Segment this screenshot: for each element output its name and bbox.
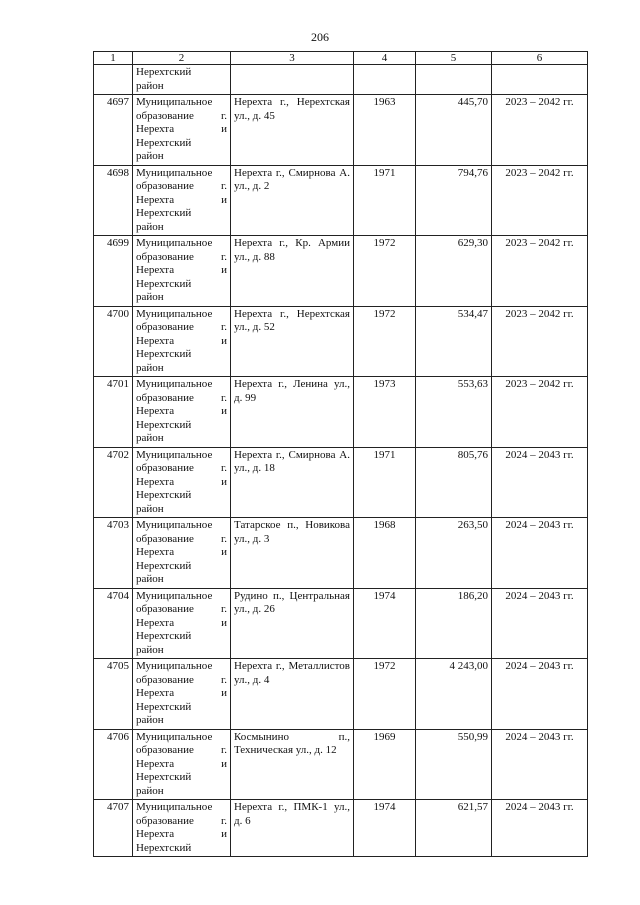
owner-line: образование г.: [136, 814, 227, 827]
owner-line: Нерехта и: [136, 264, 227, 276]
owner-line: район: [136, 432, 164, 444]
owner-cell: [133, 659, 231, 730]
owner-line: Муниципальное: [136, 801, 213, 813]
owner-line: образование г.: [136, 391, 227, 404]
period-cell: 2023 – 2042 гг.: [492, 236, 588, 307]
table-row: [94, 800, 588, 857]
owner-line: образование г.: [136, 603, 227, 615]
year-cell: 1972: [354, 236, 416, 307]
owner-line: район: [136, 784, 164, 797]
owner-line: образование г.: [136, 673, 227, 686]
address-cell: Нерехта г., ПМК-1 ул., д. 6: [231, 800, 354, 857]
owner-cell: [133, 588, 231, 659]
owner-line: Нерехтский: [136, 489, 192, 501]
owner-line: Муниципальное: [136, 237, 213, 249]
owner-line: образование г.: [136, 109, 227, 122]
area-cell: 534,47: [416, 306, 492, 377]
table-row: [94, 95, 588, 166]
owner-line: образование г.: [136, 532, 227, 545]
row-number-cell: 4700: [94, 306, 133, 377]
owner-line: Нерехтский: [136, 559, 192, 572]
area-cell: 186,20: [416, 588, 492, 659]
column-header: 1: [94, 52, 133, 65]
year-cell: 1963: [354, 95, 416, 166]
owner-line: образование г.: [136, 180, 227, 192]
owner-line: Нерехтский: [136, 207, 192, 219]
area-cell: 445,70: [416, 95, 492, 166]
year-cell: 1972: [354, 306, 416, 377]
row-number-cell: 4697: [94, 95, 133, 166]
owner-line: район: [136, 502, 164, 515]
row-number-cell: 4701: [94, 377, 133, 448]
owner-line: Муниципальное: [136, 730, 213, 743]
row-number-cell: 4703: [94, 518, 133, 589]
owner-line: Муниципальное: [136, 307, 213, 320]
address-cell: Космынино п., Техническая ул., д. 12: [231, 729, 354, 800]
owner-line: Нерехта и: [136, 546, 227, 558]
year-cell: [354, 65, 416, 95]
owner-line: Муниципальное: [136, 448, 213, 461]
year-cell: 1969: [354, 729, 416, 800]
area-cell: 550,99: [416, 729, 492, 800]
owner-line: Нерехта и: [136, 828, 227, 840]
owner-line: Нерехтский: [136, 277, 192, 290]
column-header: 3: [231, 52, 354, 65]
row-number-cell: [94, 65, 133, 95]
area-cell: 263,50: [416, 518, 492, 589]
owner-line: Муниципальное: [136, 378, 213, 390]
year-cell: 1974: [354, 588, 416, 659]
owner-line: Нерехта и: [136, 475, 227, 488]
owner-line: Нерехтский: [136, 700, 192, 713]
owner-line: Нерехтский: [136, 841, 192, 854]
address-cell: Нерехта г., Кр. Армии ул., д. 88: [231, 236, 354, 307]
table-row: [94, 729, 588, 800]
table-row: [94, 306, 588, 377]
period-cell: 2023 – 2042 гг.: [492, 165, 588, 236]
year-cell: 1974: [354, 800, 416, 857]
owner-cell: [133, 306, 231, 377]
owner-line: Нерехтский: [136, 348, 192, 360]
owner-line: Нерехта и: [136, 123, 227, 135]
area-cell: [416, 65, 492, 95]
owner-line: Нерехтский: [136, 136, 192, 149]
address-cell: Нерехта г., Смирнова А. ул., д. 2: [231, 165, 354, 236]
area-cell: 794,76: [416, 165, 492, 236]
owner-line: Муниципальное: [136, 660, 213, 672]
address-cell: Татарское п., Новикова ул., д. 3: [231, 518, 354, 589]
owner-cell: [133, 95, 231, 166]
table-row: [94, 165, 588, 236]
owner-line: район: [136, 643, 164, 656]
column-header: 4: [354, 52, 416, 65]
table-row: [94, 236, 588, 307]
owner-line: Муниципальное: [136, 96, 213, 108]
period-cell: [492, 65, 588, 95]
column-number-row: [94, 52, 588, 65]
period-cell: 2023 – 2042 гг.: [492, 377, 588, 448]
row-number-cell: 4699: [94, 236, 133, 307]
column-header: 6: [492, 52, 588, 65]
address-cell: Нерехта г., Нерехтская ул., д. 52: [231, 306, 354, 377]
owner-line: Нерехта и: [136, 193, 227, 206]
owner-cell: [133, 518, 231, 589]
period-cell: 2024 – 2043 гг.: [492, 729, 588, 800]
owner-cell: [133, 65, 231, 95]
area-cell: 805,76: [416, 447, 492, 518]
row-number-cell: 4706: [94, 729, 133, 800]
owner-cell: [133, 800, 231, 857]
column-header: 5: [416, 52, 492, 65]
area-cell: 621,57: [416, 800, 492, 857]
owner-line: образование г.: [136, 321, 227, 333]
address-cell: Нерехта г., Ленина ул., д. 99: [231, 377, 354, 448]
owner-line: образование г.: [136, 744, 227, 756]
owner-line: образование г.: [136, 250, 227, 263]
housing-register-table: [93, 51, 588, 857]
owner-line: район: [136, 291, 164, 303]
owner-line: Муниципальное: [136, 589, 213, 602]
year-cell: 1968: [354, 518, 416, 589]
address-cell: [231, 65, 354, 95]
row-number-cell: 4698: [94, 165, 133, 236]
year-cell: 1973: [354, 377, 416, 448]
owner-line: район: [136, 573, 164, 585]
area-cell: 553,63: [416, 377, 492, 448]
table-body: [94, 65, 588, 857]
year-cell: 1971: [354, 447, 416, 518]
period-cell: 2024 – 2043 гг.: [492, 800, 588, 857]
owner-line: Нерехта и: [136, 616, 227, 629]
continuation-row: [94, 65, 588, 95]
year-cell: 1971: [354, 165, 416, 236]
area-cell: 4 243,00: [416, 659, 492, 730]
table-row: [94, 377, 588, 448]
owner-line: район: [136, 150, 164, 162]
owner-line: Нерехтский: [136, 418, 192, 431]
table-row: [94, 518, 588, 589]
owner-cell: [133, 165, 231, 236]
address-cell: Нерехта г., Нерехтская ул., д. 45: [231, 95, 354, 166]
owner-line: образование г.: [136, 462, 227, 474]
table-row: [94, 659, 588, 730]
owner-cell: [133, 236, 231, 307]
period-cell: 2024 – 2043 гг.: [492, 659, 588, 730]
owner-line: район: [136, 714, 164, 726]
table-row: [94, 588, 588, 659]
owner-line: район: [136, 361, 164, 374]
owner-line: Нерехта и: [136, 757, 227, 770]
owner-line: Нерехта и: [136, 405, 227, 417]
owner-line: район: [136, 220, 164, 233]
period-cell: 2023 – 2042 гг.: [492, 306, 588, 377]
period-cell: 2024 – 2043 гг.: [492, 518, 588, 589]
row-number-cell: 4707: [94, 800, 133, 857]
owner-line: Нерехтский: [136, 630, 192, 642]
period-cell: 2024 – 2043 гг.: [492, 588, 588, 659]
row-number-cell: 4705: [94, 659, 133, 730]
owner-cell: [133, 377, 231, 448]
address-cell: Нерехта г., Металлистов ул., д. 4: [231, 659, 354, 730]
owner-line: Нерехтский: [136, 66, 192, 78]
owner-cell: [133, 447, 231, 518]
row-number-cell: 4704: [94, 588, 133, 659]
address-cell: Нерехта г., Смирнова А. ул., д. 18: [231, 447, 354, 518]
table-row: [94, 447, 588, 518]
area-cell: 629,30: [416, 236, 492, 307]
period-cell: 2024 – 2043 гг.: [492, 447, 588, 518]
owner-line: район: [136, 79, 164, 92]
row-number-cell: 4702: [94, 447, 133, 518]
owner-line: Нерехтский: [136, 771, 192, 783]
owner-line: Нерехта и: [136, 687, 227, 699]
owner-line: Муниципальное: [136, 166, 213, 179]
owner-cell: [133, 729, 231, 800]
owner-line: Нерехта и: [136, 334, 227, 347]
year-cell: 1972: [354, 659, 416, 730]
period-cell: 2023 – 2042 гг.: [492, 95, 588, 166]
table-header: [94, 52, 588, 65]
column-header: 2: [133, 52, 231, 65]
address-cell: Рудино п., Центральная ул., д. 26: [231, 588, 354, 659]
owner-line: Муниципальное: [136, 519, 213, 531]
page-number: 206: [311, 30, 329, 44]
